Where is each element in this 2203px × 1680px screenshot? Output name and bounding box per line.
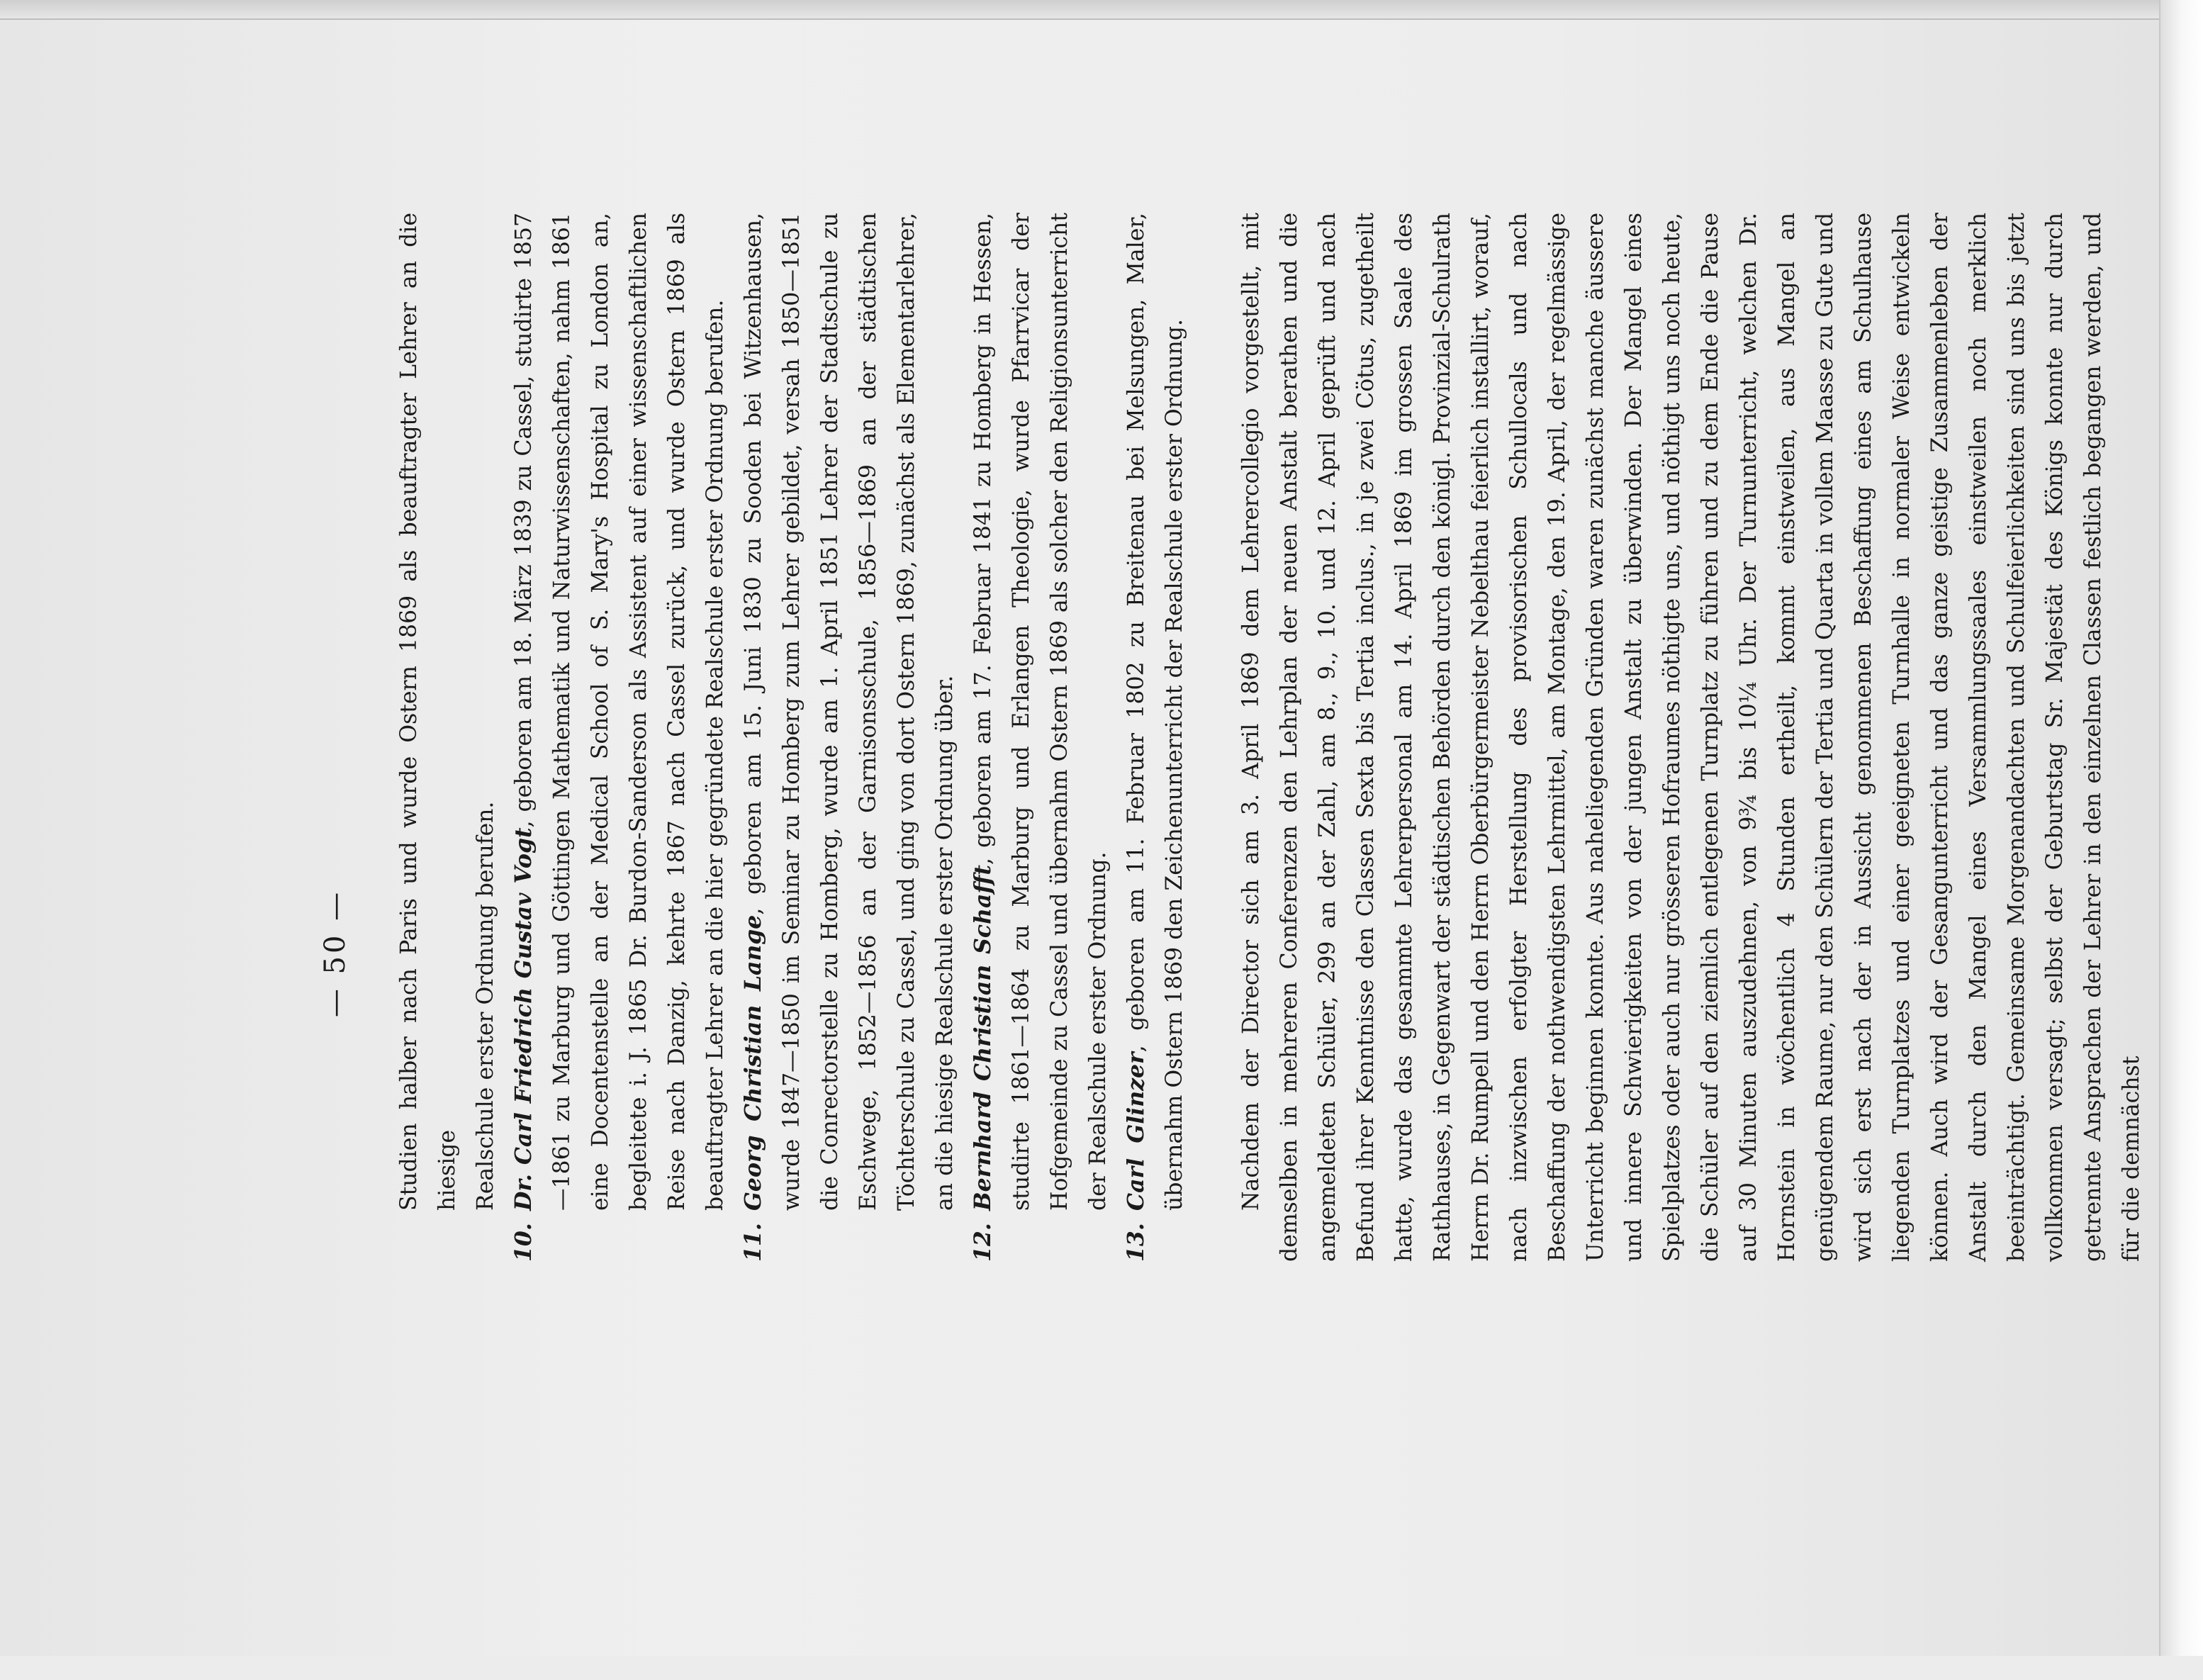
entry-number: 12. bbox=[970, 1223, 996, 1262]
entry-12 bbox=[964, 213, 1117, 1262]
entry-11 bbox=[734, 213, 964, 1262]
entry-text: , geboren am 15. Juni 1830 zu Sooden bei Witzenhausen, wurde 1847—1850 im Seminar zu Homberg zum Lehrer gebildet, versah 1850—1851 die Conrectorstelle zu Homberg, wurde am 1. April 1851 Lehrer der Stadtschule zu Eschwege, 1852—1856 an der Garnisonsschule, 1856—1869 an der städtischen Töchterschule zu Cassel, und ging von dort Ostern 1869, zunächst als Elementarlehrer, an die hiesige Realschule erster Ordnung über. bbox=[741, 213, 958, 1211]
entry-name: Georg Christian Lange bbox=[740, 914, 766, 1211]
entry-name: Dr. Carl Friedrich Gustav Vogt bbox=[510, 827, 537, 1211]
entry-10 bbox=[505, 213, 734, 1262]
entry-number: 10. bbox=[510, 1223, 537, 1262]
page-right-edge bbox=[2159, 0, 2203, 1656]
entry-text: , geboren am 11. Februar 1802 zu Breitenau bei Melsungen, Maler, übernahm Ostern 1869 den Zeichenunterricht der Realschule erster Ordnung. bbox=[1123, 213, 1187, 1211]
entry-name: Bernhard Christian Schafft bbox=[970, 865, 996, 1211]
entry-number: 11. bbox=[740, 1223, 766, 1262]
entry-number: 13. bbox=[1123, 1223, 1149, 1262]
rotated-page bbox=[177, 0, 2144, 1680]
page-number-header: — 50 — bbox=[319, 889, 352, 1018]
paragraph-gap bbox=[1194, 213, 1232, 1262]
final-paragraph: Nachdem der Director sich am 3. April 1869 dem Lehrercollegio vorgestellt, mit demselben in mehreren Conferenzen den Lehrplan der neuen Anstalt berathen und die angemeldeten Schüler, 299 an der Zahl, am 8., 9., 10. und 12. April geprüft und nach Befund ihrer Kenntnisse den Classen Sexta bis Tertia inclus., in je zwei Cötus, zugetheilt hatte, wurde das gesammte Lehrerpersonal am 14. April 1869 im grossen Saale des Rathhauses, in Gegenwart der städtischen Behörden durch den königl. Provinzial-Schulrath Herrn Dr. Rumpell und den Herrn Oberbürgermeister Nebelthau feierlich installirt, worauf, nach inzwischen erfolgter Herstellung des provisorischen Schullocals und nach Beschaffung der nothwendigsten Lehrmittel, am Montage, den 19. April, der regelmässige Unterricht beginnen konnte. Aus naheliegenden Gründen waren zunächst manche äussere und innere Schwierigkeiten von der jungen Anstalt zu überwinden. Der Mangel eines Spielplatzes oder auch nur grösseren Hofraumes nöthigte uns, und nöthigt uns noch heute, die Schüler auf den ziemlich entlegenen Turnplatz zu führen und zu dem Ende die Pause auf 30 Minuten auszudehnen, von 9¾ bis 10¼ Uhr. Der Turnunterricht, welchen Dr. Hornstein in wöchentlich 4 Stunden ertheilt, kommt einstweilen, aus Mangel an genügendem Raume, nur den Schülern der Tertia und Quarta in vollem Maasse zu Gute und wird sich erst nach der in Aussicht genommenen Beschaffung eines am Schulhause liegenden Turnplatzes und einer geeigneten Turnhalle in normaler Weise entwickeln können. Auch wird der Gesangunterricht und das ganze geistige Zusammenleben der Anstalt durch den Mangel eines Versammlungssaales einstweilen noch merklich beeinträchtigt. Gemeinsame Morgenandachten und Schulfeierlichkeiten sind uns bis jetzt vollkommen versagt; selbst der Geburtstag Sr. Majestät des Königs konnte nur durch getrennte Ansprachen der Lehrer in den einzelnen Classen festlich begangen werden, und für die demnächst bbox=[1238, 213, 2144, 1262]
intro-line-2: Realschule erster Ordnung berufen. bbox=[473, 801, 498, 1211]
entry-text: , geboren am 18. März 1839 zu Cassel, studirte 1857—1861 zu Marburg und Göttingen Mathematik und Naturwissenschaften, nahm 1861 eine Docentenstelle an der Medical School of S. Mary's Hospital zu London an, begleitete i. J. 1865 Dr. Burdon-Sanderson als Assistent auf einer wissenschaftlichen Reise nach Danzig, kehrte 1867 nach Cassel zurück, und wurde Ostern 1869 als beauftragter Lehrer an die hier gegründete Realschule erster Ordnung berufen. bbox=[511, 213, 728, 1211]
entry-name: Carl Glinzer bbox=[1123, 1052, 1149, 1211]
entry-text: , geboren am 17. Februar 1841 zu Homberg in Hessen, studirte 1861—1864 zu Marburg und Erlangen Theologie, wurde Pfarrvicar der Hofgemeinde zu Cassel und übernahm Ostern 1869 als solcher den Religionsunterricht der Realschule erster Ordnung. bbox=[970, 212, 1111, 1211]
page-body bbox=[390, 213, 2151, 1262]
entry-13 bbox=[1117, 213, 1194, 1262]
intro-line-1: Studien halber nach Paris und wurde Ostern 1869 als beauftragter Lehrer an die hiesige bbox=[396, 213, 460, 1211]
